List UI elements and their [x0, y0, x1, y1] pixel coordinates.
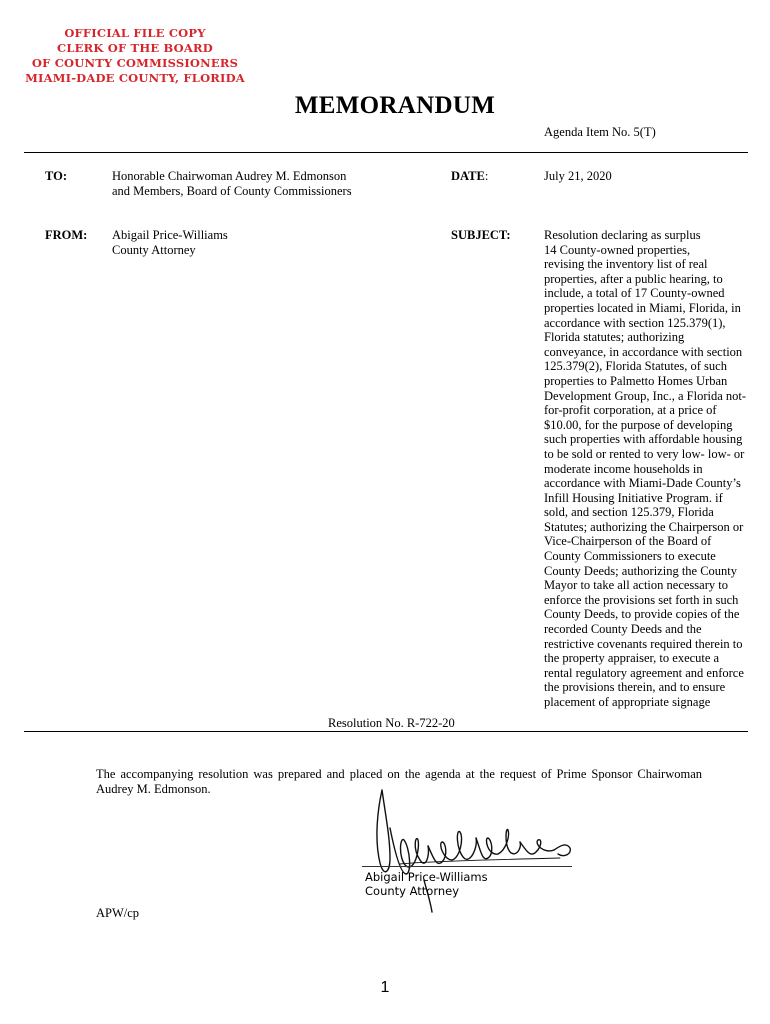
- typist-initials: APW/cp: [96, 906, 140, 920]
- subject-line: enforce the provisions set forth in such: [544, 592, 739, 607]
- subject-line: include, a total of 17 County-owned: [544, 286, 725, 301]
- subject-line: sold, and section 125.379, Florida: [544, 505, 714, 520]
- subject-line: recorded County Deeds and the: [544, 622, 702, 637]
- subject-label: SUBJECT:: [451, 228, 511, 242]
- stamp-line: OF COUNTY COMMISSIONERS: [31, 56, 239, 70]
- subject-line: Statutes; authorizing the Chairperson or: [544, 519, 744, 534]
- subject-line: rental regulatory agreement and enforce: [544, 665, 744, 680]
- signature-block: [365, 870, 488, 898]
- subject-line: properties located in Miami, Florida, in: [544, 300, 741, 315]
- header-divider: [24, 152, 748, 153]
- subject-line: for-profit corporation, at a price of: [544, 403, 717, 418]
- signature-line: [362, 866, 572, 867]
- subject-line: placement of appropriate signage: [544, 695, 711, 709]
- subject-line: accordance with Miami-Dade County’s: [544, 476, 741, 491]
- subject-line: Resolution declaring as surplus: [544, 228, 701, 242]
- signer-name: Abigail Price-Williams: [365, 870, 488, 884]
- subject-line: Vice-Chairperson of the Board of: [544, 534, 712, 549]
- from-line: Abigail Price-Williams: [112, 228, 228, 242]
- to-recipients: [112, 169, 352, 198]
- subject-line: 14 County-owned properties,: [544, 242, 691, 257]
- memo-title: MEMORANDUM: [294, 92, 496, 119]
- subject-line: 125.379(2), Florida Statutes, of such: [544, 359, 727, 374]
- subject-line: Infill Housing Initiative Program. if: [544, 490, 723, 505]
- subject-line: properties, after a public hearing, to: [544, 271, 723, 286]
- subject-line: such properties with affordable housing: [544, 432, 743, 447]
- subject-line: $10.00, for the purpose of developing: [544, 417, 733, 432]
- subject-line: accordance with section 125.379(1),: [544, 315, 726, 330]
- subject-line: the provisions therein, and to ensure: [544, 680, 726, 695]
- subject-line: restrictive covenants required therein to: [544, 636, 743, 651]
- subject-line: the property appraiser, to execute a: [544, 651, 720, 666]
- date-label-text: DATE: [451, 169, 485, 183]
- date-label-colon: :: [484, 169, 489, 183]
- resolution-number: Resolution No. R-722-20: [328, 716, 455, 730]
- subject-line: properties to Palmetto Homes Urban: [544, 373, 728, 388]
- subject-line: Development Group, Inc., a Florida not-: [544, 388, 747, 403]
- from-line: County Attorney: [112, 242, 196, 257]
- subject-line: County Deeds; authorizing the County: [544, 563, 738, 578]
- subject-line: Mayor to take all action necessary to: [544, 578, 728, 593]
- official-file-copy-stamp: [22, 26, 248, 86]
- date-value: July 21, 2020: [544, 169, 612, 183]
- subject-text: [544, 228, 754, 710]
- stamp-line: CLERK OF THE BOARD: [57, 41, 213, 55]
- to-line: and Members, Board of County Commissioners: [112, 183, 352, 198]
- page-number: 1: [380, 979, 390, 996]
- subject-divider: [24, 731, 748, 732]
- subject-line: to be sold or rented to very low- low- or: [544, 446, 745, 461]
- subject-line: conveyance, in accordance with section: [544, 344, 743, 359]
- subject-line: revising the inventory list of real: [544, 257, 708, 272]
- subject-line: County Commissioners to execute: [544, 549, 716, 564]
- to-line: Honorable Chairwoman Audrey M. Edmonson: [112, 169, 347, 183]
- subject-line: County Deeds, to provide copies of the: [544, 607, 740, 622]
- date-label: [451, 169, 488, 184]
- memo-body-paragraph: The accompanying resolution was prepared and placed on the agenda at the request of Prime Sponsor Chairwoman Audrey M. Edmonson.: [96, 767, 702, 796]
- stamp-line: MIAMI-DADE COUNTY, FLORIDA: [25, 71, 245, 85]
- from-label: FROM:: [45, 228, 88, 242]
- stamp-line: OFFICIAL FILE COPY: [64, 26, 206, 40]
- from-sender: [112, 228, 228, 257]
- subject-line: Florida statutes; authorizing: [544, 330, 685, 345]
- to-label: TO:: [45, 169, 67, 183]
- agenda-item-number: Agenda Item No. 5(T): [544, 125, 656, 139]
- subject-line: moderate income households in: [544, 461, 703, 476]
- signer-title: County Attorney: [365, 884, 460, 898]
